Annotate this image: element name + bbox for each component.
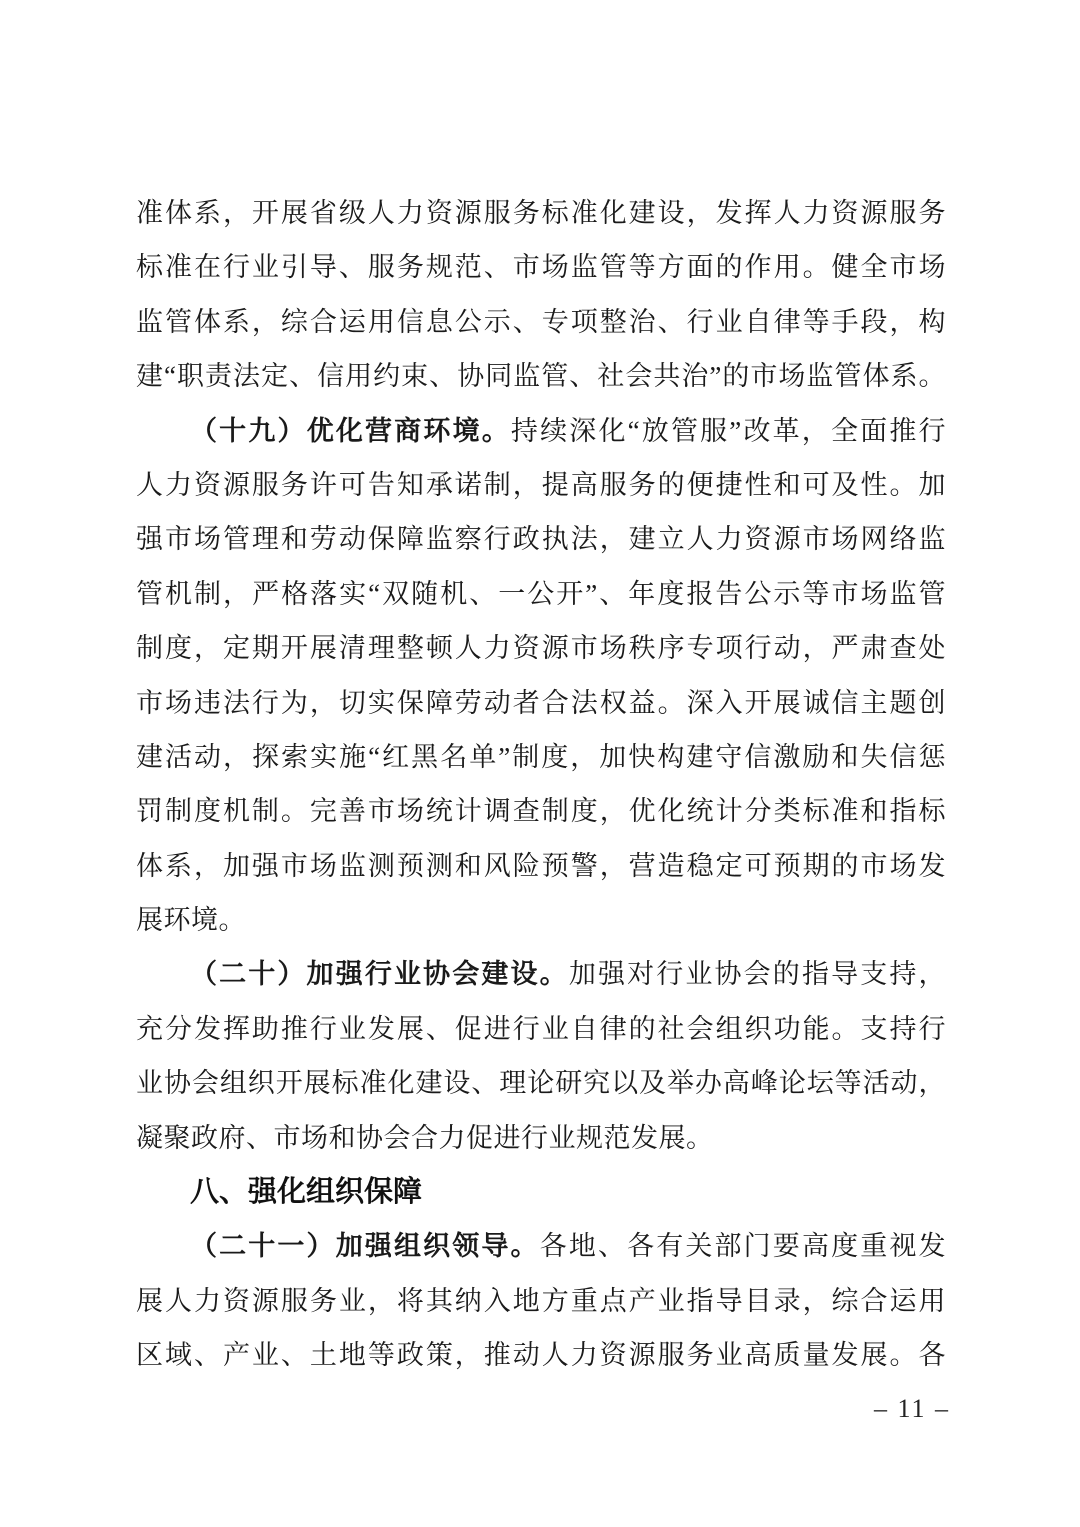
body-line-text: 各地、各有关部门要高度重视发 [539,1231,947,1262]
body-line [136,1111,946,1165]
body-line [136,621,946,675]
body-line-text: 罚制度机制。完善市场统计调查制度，优化统计分类标准和指标 [136,796,946,827]
body-line [136,839,946,893]
body-line-text: 制度，定期开展清理整顿人力资源市场秩序专项行动，严肃查处 [136,633,946,664]
body-line-text: 持续深化“放管服”改革，全面推行 [510,415,947,446]
body-line [136,567,946,621]
body-line-text: 强市场管理和劳动保障监察行政执法，建立人力资源市场网络监 [136,524,946,555]
body-line [136,1219,946,1273]
body-line [136,404,946,458]
clause-19-lead: （十九）优化营商环境。 [190,415,511,446]
body-line [136,1274,946,1328]
body-line-text: 人力资源服务许可告知承诺制，提高服务的便捷性和可及性。加 [136,469,946,500]
body-line-text: 标准在行业引导、服务规范、市场监管等方面的作用。健全市场 [136,252,946,283]
clause-20-lead: （二十）加强行业协会建设。 [190,959,569,990]
body-line-text: 展环境。 [136,905,246,936]
body-line [136,1328,946,1382]
body-line-text: 凝聚政府、市场和协会合力促进行业规范发展。 [136,1122,714,1153]
body-line-text: 准体系，开展省级人力资源服务标准化建设，发挥人力资源服务 [136,198,946,228]
body-line-text: 市场违法行为，切实保障劳动者合法权益。深入开展诚信主题创 [136,687,946,718]
body-line [136,512,946,566]
body-line-text: 建活动，探索实施“红黑名单”制度，加快构建守信激励和失信惩 [136,741,946,772]
body-line-text: 体系，加强市场监测预测和风险预警，营造稳定可预期的市场发 [136,850,946,881]
body-line-text: 加强对行业协会的指导支持， [568,959,947,990]
body-line-text: 充分发挥助推行业发展、促进行业自律的社会组织功能。支持行 [136,1013,946,1044]
body-line [136,893,946,947]
body-line [136,295,946,349]
body-line [136,349,946,403]
body-line-text: 监管体系，综合运用信息公示、专项整治、行业自律等手段，构 [136,306,946,337]
body-line [136,186,946,240]
section-heading: 八、强化组织保障 [190,1176,423,1209]
body-line-text: 管机制，严格落实“双随机、一公开”、年度报告公示等市场监管 [136,578,946,609]
body-line [136,1002,946,1056]
body-line [136,1056,946,1110]
body-line [136,947,946,1001]
body-line-text: 业协会组织开展标准化建设、理论研究以及举办高峰论坛等活动， [136,1068,946,1099]
body-line [136,784,946,838]
body-line [136,458,946,512]
body-line [136,240,946,294]
body-line [136,676,946,730]
body-line-text: 建“职责法定、信用约束、协同监管、社会共治”的市场监管体系。 [136,361,946,392]
clause-21-lead: （二十一）加强组织领导。 [190,1231,540,1262]
page-number: – 11 – [873,1394,950,1423]
body-line-text: 展人力资源服务业，将其纳入地方重点产业指导目录，综合运用 [136,1285,946,1316]
text-block [136,186,946,1383]
body-line [136,730,946,784]
body-line-text: 区域、产业、土地等政策，推动人力资源服务业高质量发展。各 [136,1340,946,1371]
